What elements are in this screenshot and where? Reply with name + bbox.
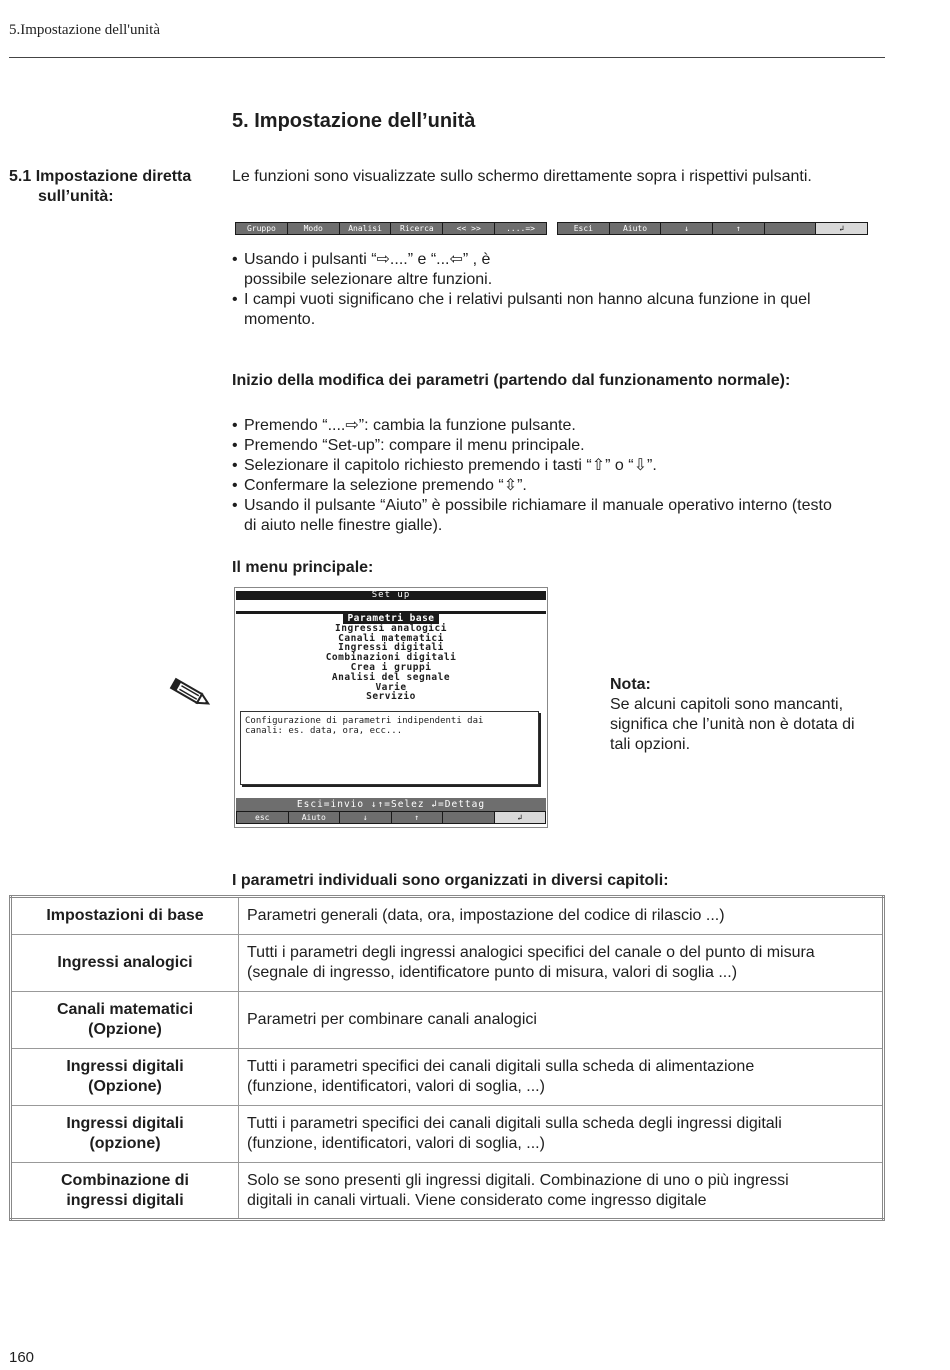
note-box: Nota: Se alcuni capitoli sono mancanti, significa che l’unità non è dotata di tali opzioni.	[610, 675, 885, 755]
list-item: • I campi vuoti significano che i relativi pulsanti non hanno alcuna funzione in quel momento.	[232, 290, 882, 330]
softkey: ↲	[816, 223, 867, 234]
table-row: Combinazione di ingressi digitali Solo se sono presenti gli ingressi digitali. Combinazione di uno o più ingressi digitali in canali virtuali. Viene considerato come ingresso digitale	[11, 1163, 884, 1220]
table-row: Impostazioni di base Parametri generali (data, ora, impostazione del codice di rilascio ...)	[11, 897, 884, 935]
menu-item-selected[interactable]: Parametri base	[343, 614, 438, 624]
softkey: Modo	[288, 223, 339, 234]
menu-item[interactable]: Varie	[375, 681, 407, 693]
setup-menu	[235, 614, 547, 702]
table-row: Ingressi digitali (Opzione) Tutti i parametri specifici dei canali digitali sulla scheda di alimentazione (funzione, identificatori, valori di soglia, ...)	[11, 1049, 884, 1106]
header-rule	[9, 57, 885, 58]
softkey: ....=>	[495, 223, 546, 234]
list-item: • Usando il pulsante “Aiuto” è possibile richiamare il manuale operativo interno (testo di aiuto nelle finestre gialle).	[232, 496, 882, 536]
softkey: ↲	[495, 812, 546, 823]
softkey: Aiuto	[289, 812, 340, 823]
softkey	[765, 223, 816, 234]
note-title: Nota:	[610, 676, 651, 693]
menu-item[interactable]: Ingressi analogici	[335, 622, 447, 634]
softkey-bar-right	[557, 222, 868, 235]
heading-menu: Il menu principale:	[232, 559, 374, 576]
softkey: << >>	[443, 223, 494, 234]
menu-item[interactable]: Combinazioni digitali	[325, 652, 457, 664]
softkey: Aiuto	[610, 223, 661, 234]
page-number: 160	[9, 1349, 35, 1366]
softkey: ↓	[661, 223, 712, 234]
help-box: Configurazione di parametri indipendenti dai canali: es. data, ora, ecc...	[240, 711, 539, 785]
bullet-list-1	[232, 250, 882, 330]
softkey: esc	[237, 812, 288, 823]
intro-text: Le funzioni sono visualizzate sullo schermo direttamente sopra i rispettivi pulsanti.	[232, 168, 812, 185]
softkey: ↑	[713, 223, 764, 234]
status-line: Esci=invio ↓↑=Selez ↲=Dettag	[236, 798, 546, 811]
softkey-bar-left	[235, 222, 547, 235]
softkey: Esci	[558, 223, 609, 234]
lcd-softkey-bar	[236, 811, 546, 824]
table-row: Ingressi digitali (opzione) Tutti i parametri specifici dei canali digitali sulla scheda degli ingressi digitali (funzione, identificatori, valori di soglia, ...)	[11, 1106, 884, 1163]
softkey: Ricerca	[391, 223, 442, 234]
menu-item[interactable]: Ingressi digitali	[338, 642, 444, 654]
softkey: Gruppo	[236, 223, 287, 234]
list-item: • Premendo “....⇨”: cambia la funzione pulsante.	[232, 416, 882, 436]
bullet-list-2	[232, 416, 882, 536]
list-item: • Premendo “Set-up”: compare il menu principale.	[232, 436, 882, 456]
running-header: 5.Impostazione dell'unità	[9, 22, 160, 38]
menu-item[interactable]: Analisi del segnale	[331, 671, 451, 683]
section-label-line2: sull’unità:	[38, 188, 114, 205]
menu-item[interactable]: Crea i gruppi	[350, 661, 432, 673]
pencil-icon	[165, 675, 215, 716]
softkey	[443, 812, 494, 823]
setup-title: Set up	[236, 591, 546, 600]
heading-modify: Inizio della modifica dei parametri (partendo dal funzionamento normale):	[232, 372, 791, 389]
softkey: Analisi	[340, 223, 391, 234]
chapter-title: 5. Impostazione dell’unità	[232, 110, 476, 132]
heading-table: I parametri individuali sono organizzati in diversi capitoli:	[232, 872, 669, 889]
list-item: • Confermare la selezione premendo “⇳”.	[232, 476, 882, 496]
parameters-table	[9, 895, 885, 1221]
softkey: ↑	[392, 812, 443, 823]
list-item: • Usando i pulsanti “⇨....” e “...⇦” , è possibile selezionare altre funzioni.	[232, 250, 882, 290]
list-item: • Selezionare il capitolo richiesto premendo i tasti “⇧” o “⇩”.	[232, 456, 882, 476]
softkey: ↓	[340, 812, 391, 823]
table-row: Ingressi analogici Tutti i parametri degli ingressi analogici specifici del canale o del punto di misura (segnale di ingresso, identificatore punto di misura, valori di soglia ...)	[11, 935, 884, 992]
menu-item[interactable]: Canali matematici	[338, 632, 444, 644]
setup-screen	[234, 587, 548, 828]
menu-item[interactable]: Servizio	[366, 691, 416, 703]
table-row: Canali matematici (Opzione) Parametri per combinare canali analogici	[11, 992, 884, 1049]
section-label-line1: 5.1 Impostazione diretta	[9, 168, 192, 185]
section-label	[9, 167, 209, 207]
